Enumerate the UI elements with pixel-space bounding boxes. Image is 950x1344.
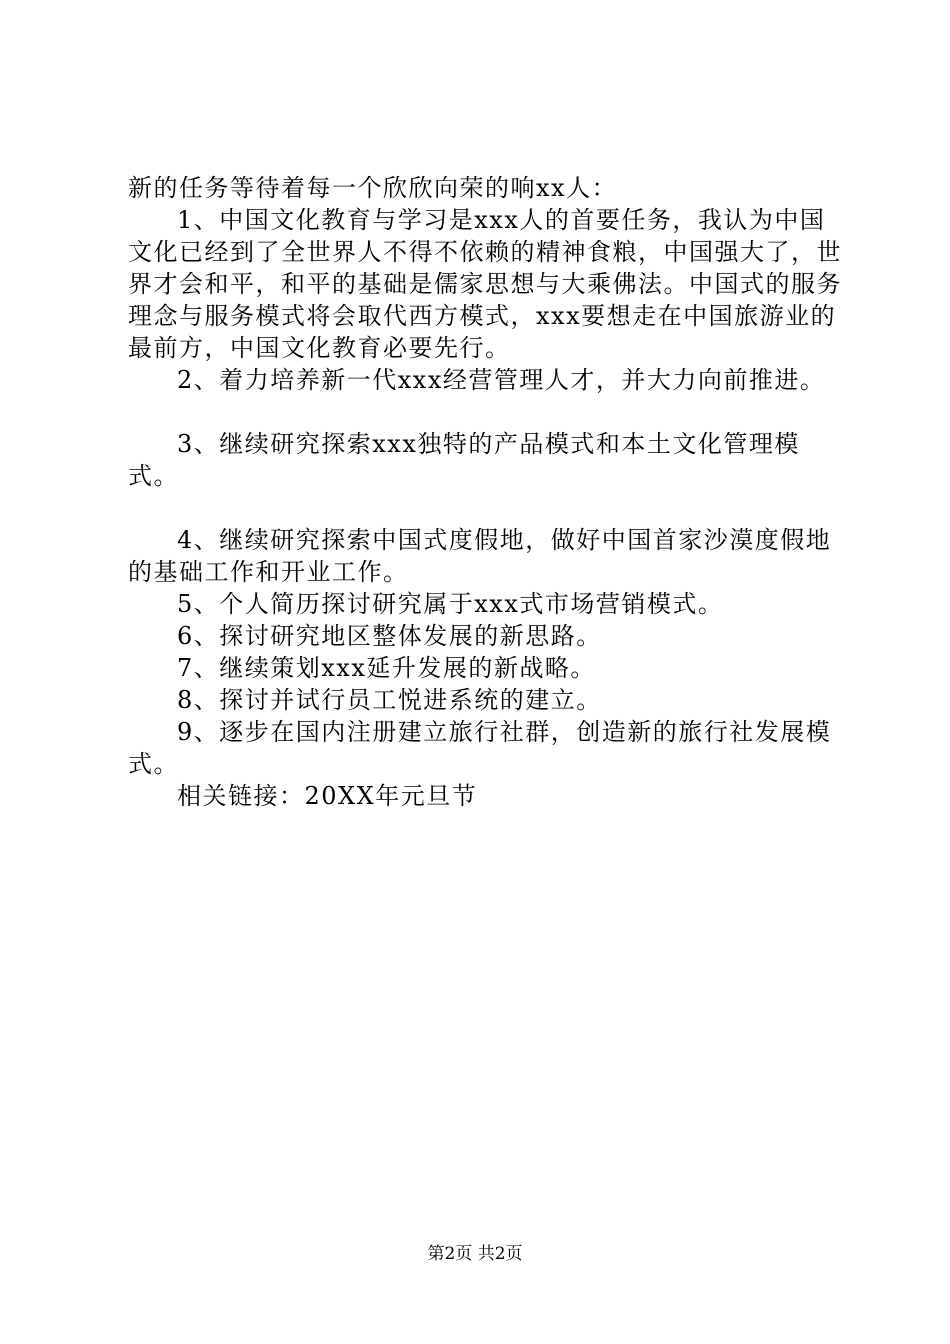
item-9-paragraph: 9、逐步在国内注册建立旅行社群，创造新的旅行社发展模式。 <box>128 718 832 778</box>
intro-paragraph: 新的任务等待着每一个欣欣向荣的响xx人： <box>128 174 618 202</box>
item-5-paragraph: 5、个人简历探讨研究属于xxx式市场营销模式。 <box>177 590 724 618</box>
item-2-paragraph: 2、着力培养新一代xxx经营管理人才，并大力向前推进。 <box>177 366 826 394</box>
item-3-paragraph: 3、继续研究探索xxx独特的产品模式和本土文化管理模式。 <box>128 430 800 490</box>
page-number-indicator: 第2页 共2页 <box>427 1244 523 1264</box>
document-body <box>128 172 848 812</box>
item-6-paragraph: 6、探讨研究地区整体发展的新思路。 <box>177 622 602 650</box>
page-footer <box>0 1242 950 1266</box>
item-7-paragraph: 7、继续策划xxx延升发展的新战略。 <box>177 654 596 682</box>
related-link-text: 相关链接：20XX年元旦节 <box>177 782 478 810</box>
item-4-paragraph: 4、继续研究探索中国式度假地，做好中国首家沙漠度假地的基础工作和开业工作。 <box>128 526 832 586</box>
item-8-paragraph: 8、探讨并试行员工悦进系统的建立。 <box>177 686 602 714</box>
item-1-paragraph: 1、中国文化教育与学习是xxx人的首要任务，我认为中国文化已经到了全世界人不得不依赖的精神食粮，中国强大了，世界才会和平，和平的基础是儒家思想与大乘佛法。中国式的服务理念与服务模式将会取代西方模式，xxx要想走在中国旅游业的最前方，中国文化教育必要先行。 <box>128 206 842 362</box>
